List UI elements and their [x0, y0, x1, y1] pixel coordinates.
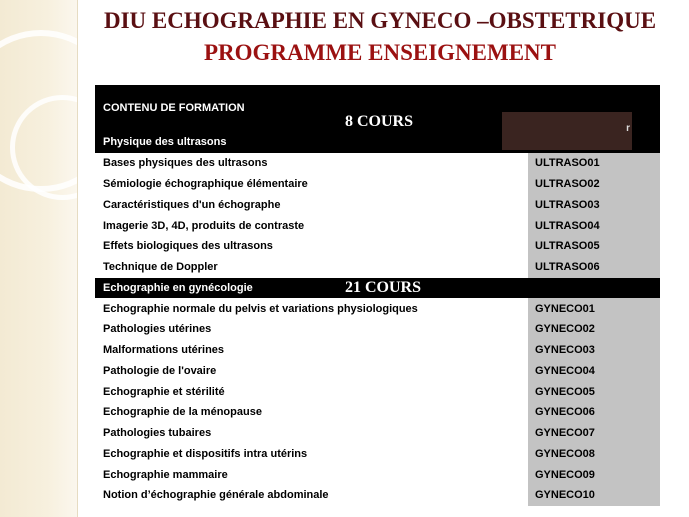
- section-course-count: 21 COURS: [345, 278, 422, 296]
- page-title: DIU ECHOGRAPHIE EN GYNECO –OBSTETRIQUE: [103, 8, 657, 33]
- course-code: ULTRASO02: [528, 174, 660, 195]
- table-row: [95, 361, 660, 382]
- section-title: Physique des ultrasons: [103, 136, 227, 148]
- course-title: Echographie et dispositifs intra utérins: [103, 447, 308, 460]
- course-code: GYNECO03: [528, 340, 660, 361]
- course-title: Pathologie de l'ovaire: [103, 364, 217, 377]
- table-row: [95, 402, 660, 423]
- table-row: [95, 153, 660, 174]
- course-code: GYNECO06: [528, 402, 660, 423]
- course-code: ULTRASO03: [528, 195, 660, 216]
- table-row: [95, 423, 660, 444]
- course-code: ULTRASO04: [528, 215, 660, 236]
- header-overlay-box: [502, 112, 632, 150]
- section-course-count: 8 COURS: [345, 113, 414, 130]
- course-code: GYNECO09: [528, 464, 660, 485]
- table-row: [95, 381, 660, 402]
- course-code: GYNECO05: [528, 381, 660, 402]
- course-code: GYNECO07: [528, 423, 660, 444]
- course-code: GYNECO08: [528, 444, 660, 465]
- page-subtitle: PROGRAMME ENSEIGNEMENT: [203, 40, 557, 65]
- course-code: GYNECO10: [528, 485, 660, 506]
- course-title: Echographie de la ménopause: [103, 406, 262, 419]
- course-code: ULTRASO01: [528, 153, 660, 174]
- course-code: GYNECO02: [528, 319, 660, 340]
- course-code: ULTRASO05: [528, 236, 660, 257]
- course-code: GYNECO04: [528, 361, 660, 382]
- table-row: [95, 174, 660, 195]
- course-title: Caractéristiques d'un échographe: [103, 198, 281, 211]
- section-header-gynecology: [95, 278, 660, 299]
- table-row: [95, 444, 660, 465]
- course-title: Echographie normale du pelvis et variations physiologiques: [103, 302, 418, 315]
- program-table: [95, 85, 660, 506]
- table-row: [95, 298, 660, 319]
- section-title: Echographie en gynécologie: [103, 281, 253, 294]
- course-title: Pathologies utérines: [103, 323, 212, 336]
- course-code: ULTRASO06: [528, 257, 660, 278]
- table-row: [95, 319, 660, 340]
- course-title: Technique de Doppler: [103, 261, 218, 274]
- table-row: [95, 195, 660, 216]
- header-partial-text: r: [626, 123, 630, 134]
- table-row: [95, 215, 660, 236]
- column-title: CONTENU DE FORMATION: [103, 102, 245, 114]
- table-row: [95, 236, 660, 257]
- table-row: [95, 485, 660, 506]
- course-title: Pathologies tubaires: [103, 427, 212, 440]
- course-title: Malformations utérines: [103, 344, 225, 357]
- table-row: [95, 340, 660, 361]
- table-row: [95, 464, 660, 485]
- decorative-side-band: [0, 0, 78, 517]
- course-title: Echographie et stérilité: [103, 385, 225, 398]
- course-title: Effets biologiques des ultrasons: [103, 240, 273, 253]
- course-code: GYNECO01: [528, 298, 660, 319]
- table-header: [95, 85, 660, 153]
- course-title: Notion d’échographie générale abdominale: [103, 489, 329, 502]
- course-title: Sémiologie échographique élémentaire: [103, 178, 308, 191]
- course-title: Echographie mammaire: [103, 468, 228, 481]
- table-row: [95, 257, 660, 278]
- course-title: Imagerie 3D, 4D, produits de contraste: [103, 219, 305, 232]
- course-title: Bases physiques des ultrasons: [103, 157, 268, 170]
